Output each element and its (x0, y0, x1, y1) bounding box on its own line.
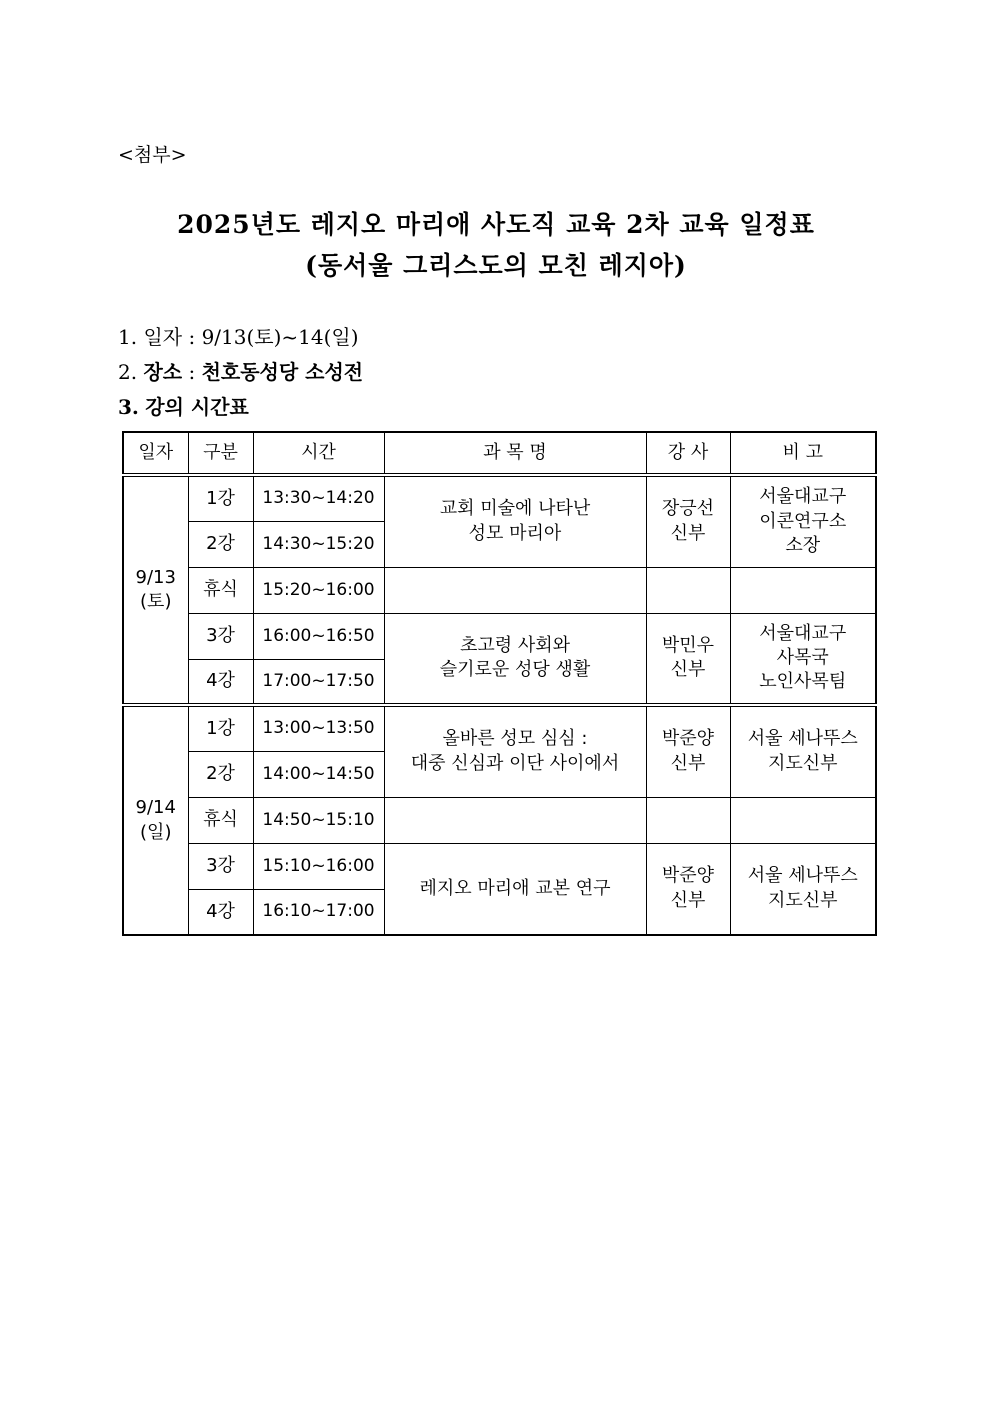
lecturer-name: 박준양 (661, 728, 715, 750)
table-row (123, 797, 876, 843)
empty-cell (384, 797, 646, 843)
header-subject: 과 목 명 (384, 432, 646, 475)
lecturer-title: 신부 (670, 659, 706, 681)
table-header-row (123, 432, 876, 475)
time-cell: 13:30~14:20 (253, 475, 384, 521)
note-line: 지도신부 (767, 752, 838, 774)
session-cell: 1강 (188, 705, 253, 751)
lecturer-name: 장긍선 (661, 498, 715, 520)
session-cell: 4강 (188, 659, 253, 705)
time-cell: 16:10~17:00 (253, 889, 384, 935)
schedule-table (122, 431, 877, 936)
time-cell: 14:50~15:10 (253, 797, 384, 843)
subject-line: 교회 미술에 나타난 (439, 498, 591, 520)
day1-date: 9/13 (135, 566, 176, 588)
session-cell: 2강 (188, 521, 253, 567)
info-lectures-num: 3. (118, 395, 139, 419)
header-lecturer: 강 사 (646, 432, 730, 475)
day2-weekday: (일) (140, 821, 172, 843)
lecturer-name: 박준양 (661, 865, 715, 887)
time-cell: 17:00~17:50 (253, 659, 384, 705)
info-date-sep: : (188, 325, 196, 349)
day2-note-a (730, 705, 876, 797)
table-row (123, 613, 876, 659)
day2-date: 9/14 (135, 797, 176, 819)
info-lectures-label: 강의 시간표 (145, 395, 249, 419)
day1-subject-b (384, 613, 646, 705)
day2-note-b (730, 843, 876, 935)
time-cell: 14:30~15:20 (253, 521, 384, 567)
empty-cell (730, 567, 876, 613)
subject-line: 슬기로운 성당 생활 (439, 659, 591, 681)
lecturer-title: 신부 (670, 522, 706, 544)
info-place-sep: : (188, 360, 196, 384)
session-cell: 1강 (188, 475, 253, 521)
subject-line: 올바른 성모 심심 : (442, 728, 588, 750)
info-place-label: 장소 (143, 360, 183, 384)
header-time: 시간 (253, 432, 384, 475)
header-note: 비 고 (730, 432, 876, 475)
day1-weekday: (토) (140, 591, 172, 612)
info-date-label: 일자 (143, 325, 183, 349)
info-place-value: 천호동성당 소성전 (201, 360, 364, 384)
note-line: 서울대교구 (759, 486, 847, 508)
table-row (123, 843, 876, 889)
empty-cell (730, 797, 876, 843)
session-cell: 휴식 (188, 797, 253, 843)
day2-subject-b (384, 843, 646, 935)
note-line: 서울 세나뚜스 (747, 865, 858, 887)
empty-cell (646, 567, 730, 613)
empty-cell (384, 567, 646, 613)
lecturer-title: 신부 (670, 752, 706, 774)
day1-lecturer-b (646, 613, 730, 705)
empty-cell (646, 797, 730, 843)
subject-line: 초고령 사회와 (459, 634, 571, 656)
note-line: 서울 세나뚜스 (747, 728, 858, 750)
session-cell: 3강 (188, 843, 253, 889)
day2-lecturer-a (646, 705, 730, 797)
subject-line: 대중 신심과 이단 사이에서 (410, 752, 620, 774)
day1-note-a (730, 475, 876, 567)
info-place (118, 356, 363, 385)
header-session: 구분 (188, 432, 253, 475)
lecturer-name: 박민우 (661, 634, 715, 656)
session-cell: 4강 (188, 889, 253, 935)
session-cell: 3강 (188, 613, 253, 659)
info-date-num: 1. (118, 325, 138, 349)
table-row (123, 567, 876, 613)
note-line: 지도신부 (767, 889, 838, 911)
day1-note-b (730, 613, 876, 705)
time-cell: 16:00~16:50 (253, 613, 384, 659)
info-date (118, 321, 359, 350)
info-lectures (118, 391, 249, 420)
note-line: 소장 (785, 534, 821, 556)
day2-subject-a (384, 705, 646, 797)
lecturer-title: 신부 (670, 889, 706, 911)
info-place-num: 2. (118, 360, 138, 384)
day2-lecturer-b (646, 843, 730, 935)
time-cell: 15:10~16:00 (253, 843, 384, 889)
session-cell: 2강 (188, 751, 253, 797)
note-line: 이콘연구소 (759, 510, 847, 532)
subject-line: 성모 마리아 (468, 522, 562, 544)
document-title: 2025년도 레지오 마리애 사도직 교육 2차 교육 일정표 (177, 210, 815, 239)
table-row (123, 475, 876, 521)
note-line: 사목국 (776, 647, 829, 669)
time-cell: 14:00~14:50 (253, 751, 384, 797)
day1-subject-a (384, 475, 646, 567)
subject-line: 레지오 마리애 교본 연구 (419, 877, 611, 899)
note-line: 서울대교구 (759, 622, 847, 644)
time-cell: 15:20~16:00 (253, 567, 384, 613)
day2-date-cell (123, 705, 188, 935)
table-row (123, 705, 876, 751)
header-date: 일자 (123, 432, 188, 475)
time-cell: 13:00~13:50 (253, 705, 384, 751)
day1-lecturer-a (646, 475, 730, 567)
document-subtitle: (동서울 그리스도의 모친 레지아) (305, 251, 687, 280)
note-line: 노인사목팀 (759, 671, 847, 693)
session-cell: 휴식 (188, 567, 253, 613)
attachment-label: <첨부> (118, 144, 187, 166)
day1-date-cell (123, 475, 188, 705)
info-date-value: 9/13(토)~14(일) (201, 325, 359, 349)
